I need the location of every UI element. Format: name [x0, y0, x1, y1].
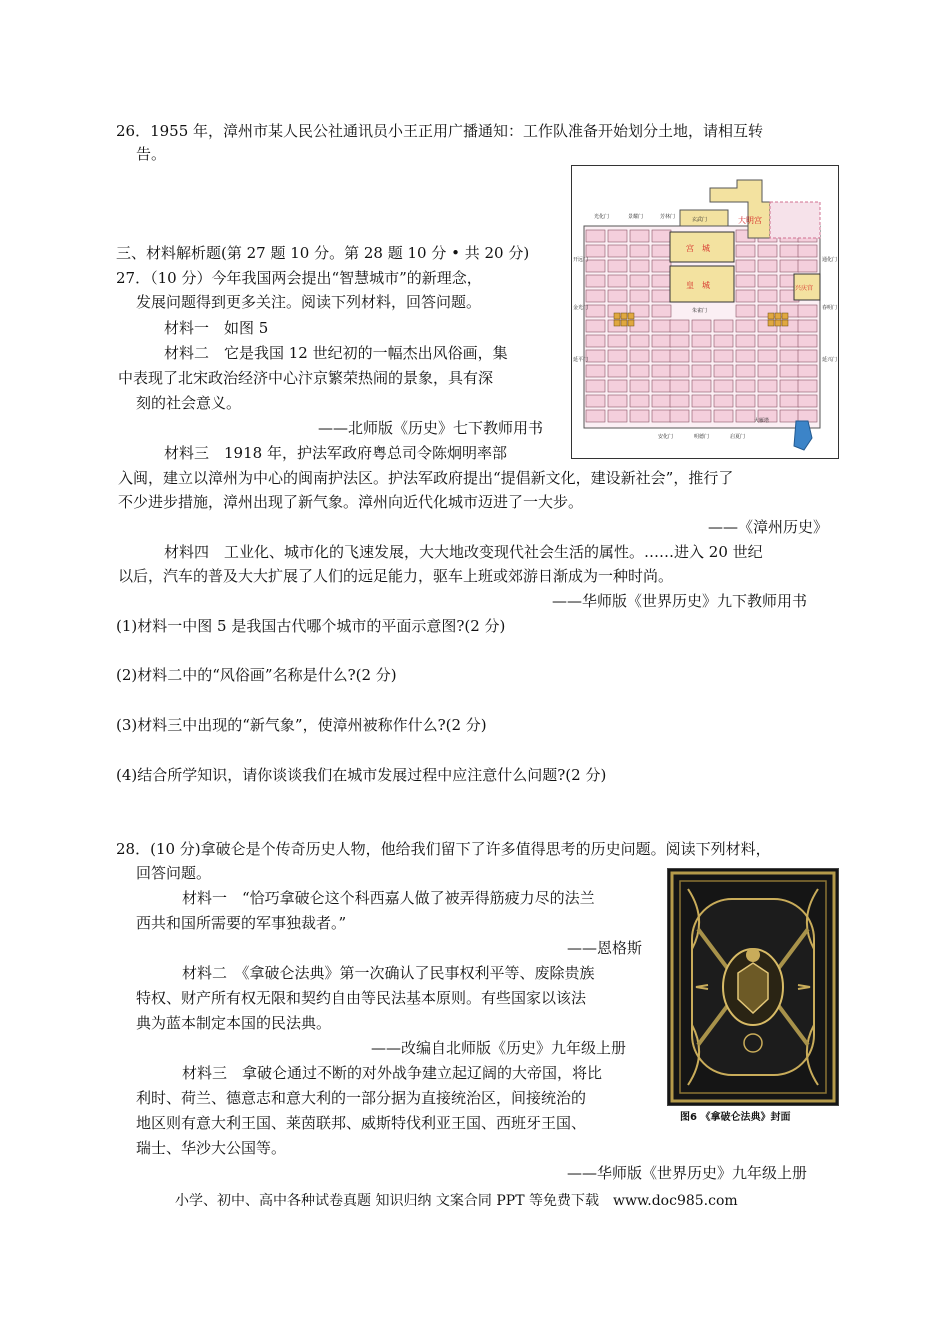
market-cell — [621, 313, 627, 319]
city-block — [758, 350, 777, 362]
city-block — [670, 410, 689, 422]
q28-material2-line3: 典为蓝本制定本国的民法典。 — [136, 1014, 332, 1032]
city-block — [652, 305, 671, 317]
city-block — [798, 245, 817, 257]
q27-sub2: (2)材料二中的“风俗画”名称是什么?(2 分) — [116, 666, 397, 684]
city-block — [630, 365, 649, 377]
city-block — [758, 365, 777, 377]
gate-right-1: 通化门 — [822, 257, 838, 263]
q27-material2-line1: 材料二 它是我国 12 世纪初的一幅杰出风俗画，集 — [164, 344, 508, 362]
city-block — [692, 335, 711, 347]
q27-material1: 材料一 如图 5 — [164, 319, 269, 337]
city-block — [586, 335, 605, 347]
city-block — [630, 290, 649, 302]
city-block — [630, 245, 649, 257]
city-block — [736, 245, 755, 257]
market-cell — [775, 320, 781, 326]
q27-material2-line2: 中表现了北宋政治经济中心汴京繁荣热闹的景象，具有深 — [118, 369, 494, 387]
city-block — [714, 410, 733, 422]
gate-zhuque: 朱雀门 — [692, 308, 708, 314]
city-block — [630, 230, 649, 242]
q27-material4-source: ——华师版《世界历史》九下教师用书 — [552, 592, 808, 610]
q27-material3-line1: 材料三 1918 年，护法军政府粤总司令陈炯明率部 — [164, 444, 507, 462]
q27-sub3: (3)材料三中出现的“新气象”，使漳州被称作什么?(2 分) — [116, 716, 487, 734]
city-block — [630, 275, 649, 287]
imperial-city-label: 皇 城 — [686, 281, 710, 290]
city-block — [758, 380, 777, 392]
gate-bottom-1: 安化门 — [658, 434, 674, 440]
city-block — [670, 335, 689, 347]
xingqing-label: 兴庆宫 — [795, 285, 814, 292]
city-block — [652, 275, 671, 287]
city-block — [608, 275, 627, 287]
section3-title: 三、材料解析题(第 27 题 10 分。第 28 题 10 分 • 共 20 分) — [116, 244, 530, 262]
market-cell — [775, 313, 781, 319]
city-block — [586, 395, 605, 407]
city-block — [670, 320, 689, 332]
city-block — [608, 410, 627, 422]
city-plan-map — [572, 166, 838, 458]
city-block — [586, 290, 605, 302]
city-block — [798, 395, 817, 407]
city-block — [670, 380, 689, 392]
q28-material1-source: ——恩格斯 — [567, 939, 643, 957]
market-cell — [782, 320, 788, 326]
city-block — [630, 380, 649, 392]
city-block — [630, 260, 649, 272]
market-cell — [614, 313, 620, 319]
market-cell — [614, 320, 620, 326]
city-plan-figure — [571, 165, 839, 459]
city-block — [586, 305, 605, 317]
city-block — [736, 260, 755, 272]
city-block — [692, 380, 711, 392]
city-block — [586, 260, 605, 272]
city-block — [758, 395, 777, 407]
city-block — [692, 350, 711, 362]
market-cell — [621, 320, 627, 326]
city-block — [586, 230, 605, 242]
city-block — [586, 350, 605, 362]
city-block — [798, 410, 817, 422]
q28-material3-line3: 地区则有意大利王国、莱茵联邦、威斯特伐利亚王国、西班牙王国、 — [136, 1114, 587, 1132]
city-block — [714, 320, 733, 332]
q27-line2: 发展问题得到更多关注。阅读下列材料，回答问题。 — [136, 293, 482, 311]
city-block — [736, 290, 755, 302]
city-block — [608, 350, 627, 362]
q27-material3-line2: 入闽，建立以漳州为中心的闽南护法区。护法军政府提出“提倡新文化，建设新社会”，推行了 — [118, 469, 734, 487]
q28-material2-source: ——改编自北师版《历史》九年级上册 — [371, 1039, 627, 1057]
city-block — [608, 260, 627, 272]
palace-city-label: 宫 城 — [686, 244, 710, 253]
city-block — [780, 410, 799, 422]
q28-line1: 28．(10 分)拿破仑是个传奇历史人物，他给我们留下了许多值得思考的历史问题。阅读下列材料， — [116, 840, 771, 858]
cover-illustration — [668, 869, 838, 1105]
city-block — [736, 275, 755, 287]
market-cell — [768, 313, 774, 319]
city-block — [758, 290, 777, 302]
q27-sub4: (4)结合所学知识，请你谈谈我们在城市发展过程中应注意什么问题?(2 分) — [116, 766, 607, 784]
city-block — [630, 350, 649, 362]
city-block — [798, 305, 817, 317]
city-block — [608, 380, 627, 392]
city-block — [586, 365, 605, 377]
city-block — [736, 395, 755, 407]
q28-material2-line1: 材料二 《拿破仑法典》第一次确认了民事权利平等、废除贵族 — [182, 964, 595, 982]
city-block — [758, 245, 777, 257]
q27-material4-line1: 材料四 工业化、城市化的飞速发展，大大地改变现代社会生活的属性。……进入 20 世纪 — [164, 543, 763, 561]
city-block — [652, 245, 671, 257]
gate-top-1: 光化门 — [594, 214, 610, 220]
city-block — [798, 365, 817, 377]
city-block — [608, 230, 627, 242]
city-block — [608, 290, 627, 302]
market-cell — [628, 320, 634, 326]
city-block — [670, 395, 689, 407]
q27-sub1: (1)材料一中图 5 是我国古代哪个城市的平面示意图?(2 分) — [116, 617, 506, 635]
city-block — [736, 410, 755, 422]
city-block — [652, 410, 671, 422]
q28-line2: 回答问题。 — [136, 864, 212, 882]
gate-bottom-2: 明德门 — [694, 434, 710, 440]
city-block — [692, 410, 711, 422]
gate-left-1: 开远门 — [573, 257, 589, 263]
q27-material3-line3: 不少进步措施，漳州出现了新气象。漳州向近代化城市迈进了一大步。 — [118, 493, 584, 511]
city-block — [652, 335, 671, 347]
city-block — [670, 365, 689, 377]
q28-material1-line2: 西共和国所需要的军事独裁者。” — [136, 914, 347, 932]
market-cell — [628, 313, 634, 319]
city-block — [586, 245, 605, 257]
city-block — [798, 260, 817, 272]
city-block — [736, 305, 755, 317]
footer-text: 小学、初中、高中各种试卷真题 知识归纳 文案合同 PPT 等免费下载 www.doc985.com — [175, 1193, 738, 1209]
q27-material2-source: ——北师版《历史》七下教师用书 — [318, 419, 544, 437]
city-block — [692, 320, 711, 332]
q26-line2: 告。 — [136, 145, 167, 163]
city-block — [780, 365, 799, 377]
city-block — [652, 320, 671, 332]
city-block — [670, 350, 689, 362]
city-block — [652, 290, 671, 302]
city-block — [608, 395, 627, 407]
city-block — [630, 395, 649, 407]
city-block — [798, 350, 817, 362]
city-block — [714, 350, 733, 362]
city-block — [586, 320, 605, 332]
city-block — [736, 380, 755, 392]
city-block — [780, 335, 799, 347]
city-block — [780, 350, 799, 362]
dayan-pagoda-label: 大雁塔 — [754, 418, 770, 424]
q28-material3-line4: 瑞士、华沙大公国等。 — [136, 1139, 287, 1157]
city-block — [714, 395, 733, 407]
city-block — [736, 320, 755, 332]
city-block — [586, 275, 605, 287]
city-block — [652, 230, 671, 242]
q28-material2-line2: 特权、财产所有权无限和契约自由等民法基本原则。有些国家以该法 — [136, 989, 587, 1007]
city-block — [780, 380, 799, 392]
city-block — [630, 410, 649, 422]
city-block — [714, 365, 733, 377]
city-block — [798, 335, 817, 347]
gate-left-3: 延平门 — [573, 357, 589, 363]
gate-right-2: 春明门 — [822, 305, 838, 311]
q28-material1-line1: 材料一 “恰巧拿破仑这个科西嘉人做了被弄得筋疲力尽的法兰 — [182, 889, 595, 907]
city-block — [736, 335, 755, 347]
city-block — [692, 365, 711, 377]
city-block — [798, 380, 817, 392]
q26-line1: 26．1955 年，漳州市某人民公社通讯员小王正用广播通知：工作队准备开始划分土地，请相互转 — [116, 122, 764, 140]
gate-top-3: 芳林门 — [660, 214, 676, 220]
q27-line1: 27．（10 分）今年我国两会提出“智慧城市”的新理念， — [116, 269, 482, 287]
city-block — [758, 275, 777, 287]
q28-material3-line1: 材料三 拿破仑通过不断的对外战争建立起辽阔的大帝国，将比 — [182, 1064, 603, 1082]
city-block — [758, 260, 777, 272]
q28-material3-line2: 利时、荷兰、德意志和意大利的一部分据为直接统治区，间接统治的 — [136, 1089, 587, 1107]
city-block — [608, 245, 627, 257]
q28-material3-source: ——华师版《世界历史》九年级上册 — [567, 1164, 808, 1182]
city-block — [758, 335, 777, 347]
gate-bottom-3: 启夏门 — [730, 434, 746, 440]
city-block — [714, 380, 733, 392]
city-block — [780, 260, 799, 272]
city-block — [608, 365, 627, 377]
city-block — [652, 380, 671, 392]
city-block — [652, 395, 671, 407]
daming-east-annex — [770, 202, 820, 238]
city-block — [692, 395, 711, 407]
city-block — [780, 395, 799, 407]
figure6-caption: 图6 《拿破仑法典》封面 — [680, 1112, 791, 1123]
city-block — [798, 320, 817, 332]
qujiang-pond — [794, 421, 812, 450]
city-block — [608, 335, 627, 347]
q27-material4-line2: 以后，汽车的普及大大扩展了人们的远足能力，驱车上班或郊游日渐成为一种时尚。 — [118, 567, 674, 585]
city-block — [652, 350, 671, 362]
city-block — [736, 365, 755, 377]
market-cell — [768, 320, 774, 326]
q27-material2-line3: 刻的社会意义。 — [136, 394, 242, 412]
city-block — [652, 260, 671, 272]
q27-material3-source: ——《漳州历史》 — [708, 518, 829, 536]
city-block — [630, 335, 649, 347]
city-block — [780, 245, 799, 257]
daming-label: 大明宫 — [738, 216, 762, 225]
market-cell — [782, 313, 788, 319]
gate-left-2: 金光门 — [573, 305, 589, 311]
napoleonic-code-cover-image — [667, 868, 839, 1106]
city-block — [736, 350, 755, 362]
gate-top-2: 景耀门 — [628, 214, 644, 220]
city-block — [586, 410, 605, 422]
gate-xuanwu-label: 玄武门 — [692, 217, 708, 223]
gate-right-3: 延兴门 — [822, 357, 838, 363]
city-block — [714, 335, 733, 347]
city-block — [586, 380, 605, 392]
city-block — [652, 365, 671, 377]
